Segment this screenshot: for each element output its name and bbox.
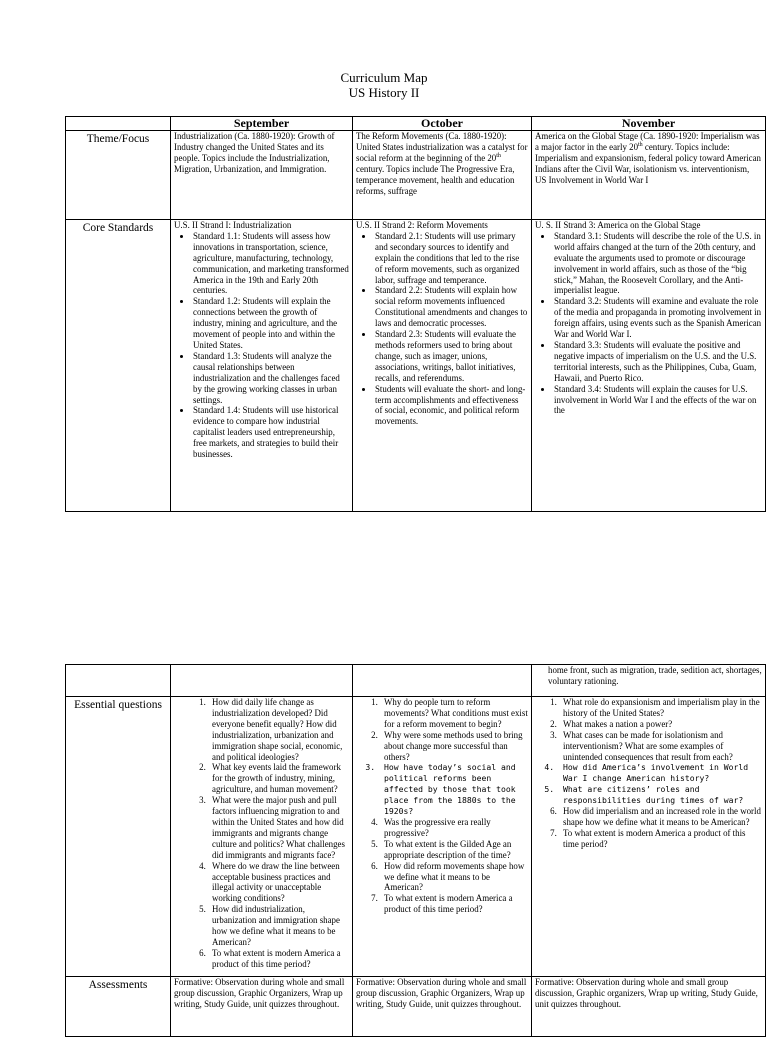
list-item: 1. How did daily life change as industrialization developed? Did everyone benefit equally? How did industrialization, urbanization and immigration shape social, economic, and political ideologies? bbox=[208, 697, 349, 762]
header-september: September bbox=[171, 117, 353, 131]
continuation-empty-october bbox=[353, 665, 532, 697]
theme-october: The Reform Movements (Ca. 1880-1920): United States industrialization was a catalyst for social reform at the beginning of the 20th century. Topics include The Progressive Era, temperance movement, health and education reforms, suffrage bbox=[353, 131, 532, 220]
list-item: • Standard 3.1: Students will describe the role of the U.S. in world affairs changed at the turn of the 20th century, and evaluate the arguments used to promote or discourage involvement in world affairs, such as those of the “big stick,” Mahan, the Roosevelt Corollary, and the Anti-imperialist league. bbox=[553, 231, 762, 296]
core-standards-row bbox=[66, 220, 766, 512]
header-row bbox=[66, 117, 766, 131]
essential-october-list bbox=[356, 697, 528, 915]
list-item: • Standard 3.2: Students will examine and evaluate the role of the media and propaganda in promoting involvement in foreign affairs, using events such as the Spanish American War and World War I. bbox=[553, 296, 762, 340]
core-october-list bbox=[356, 231, 528, 427]
essential-questions-row bbox=[66, 697, 766, 977]
continuation-empty-september bbox=[171, 665, 353, 697]
curriculum-table-page-1 bbox=[65, 116, 766, 512]
list-item: 3. How have today’s social and political reforms been affected by those that took place from the 1880s to the 1920s? bbox=[380, 762, 528, 817]
list-item: • Standard 1.1: Students will assess how innovations in transportation, science, agriculture, manufacturing, technology, communication, and marketing transformed America in the 19th and Early 20th centuries. bbox=[192, 231, 349, 296]
header-october: October bbox=[353, 117, 532, 131]
list-item: 6. How did imperialism and an increased role in the world shape how we define what it means to be American? bbox=[559, 806, 762, 828]
list-item: • Standard 1.3: Students will analyze the causal relationships between industrialization and the challenges faced by the growing working classes in urban settings. bbox=[192, 351, 349, 406]
essential-september bbox=[171, 697, 353, 977]
core-october bbox=[353, 220, 532, 512]
list-item: 7. To what extent is modern America a product of this time period? bbox=[380, 893, 528, 915]
essential-november-list bbox=[535, 697, 762, 850]
list-item: 6. To what extent is modern America a product of this time period? bbox=[208, 948, 349, 970]
list-item: 3. What cases can be made for isolationism and interventionism? What are some examples of unintended consequences that result from each? bbox=[559, 730, 762, 763]
list-item: 5. What are citizens’ roles and responsibilities during times of war? bbox=[559, 784, 762, 806]
list-item: 1. Why do people turn to reform movements? What conditions must exist for a reform movement to begin? bbox=[380, 697, 528, 730]
core-november-list bbox=[535, 231, 762, 416]
continuation-row bbox=[66, 665, 766, 697]
assessments-row bbox=[66, 977, 766, 1037]
theme-row bbox=[66, 131, 766, 220]
header-empty bbox=[66, 117, 171, 131]
row-label-theme: Theme/Focus bbox=[66, 131, 171, 220]
core-september-list bbox=[174, 231, 349, 460]
core-november-continued: home front, such as migration, trade, sedition act, shortages, voluntary rationing. bbox=[532, 665, 766, 697]
header-november: November bbox=[532, 117, 766, 131]
list-item: 3. What were the major push and pull factors influencing migration to and within the United States and how did immigrants and migrants change culture and politics? What challenges did immigrants and migrants face? bbox=[208, 795, 349, 860]
document-subtitle: US History II bbox=[348, 85, 420, 100]
theme-november: America on the Global Stage (Ca. 1890-1920: Imperialism was a major factor in the early 20th century. Topics include: Imperialism and expansionism, federal policy toward American Indians after the Civil War, isolationism vs. interventionism, US Involvement in World War I bbox=[532, 131, 766, 220]
core-september-heading: U.S. II Strand I: Industrialization bbox=[174, 220, 292, 230]
essential-october bbox=[353, 697, 532, 977]
list-item: 4. Was the progressive era really progressive? bbox=[380, 817, 528, 839]
list-item: • Standard 2.3: Students will evaluate the methods reformers used to bring about change, such as imager, unions, associations, writings, ballot initiatives, recalls, and referendums. bbox=[374, 329, 528, 384]
curriculum-table-page-2 bbox=[65, 664, 766, 1037]
list-item: • Standard 2.2: Students will explain how social reform movements influenced Constitutional amendments and changes to laws and democratic processes. bbox=[374, 285, 528, 329]
core-november-heading: U. S. II Strand 3: America on the Global Stage bbox=[535, 220, 701, 230]
essential-november bbox=[532, 697, 766, 977]
core-september bbox=[171, 220, 353, 512]
list-item: 2. What makes a nation a power? bbox=[559, 719, 762, 730]
list-item: 5. To what extent is the Gilded Age an appropriate description of the time? bbox=[380, 839, 528, 861]
list-item: • Standard 3.3: Students will evaluate the positive and negative impacts of imperialism on the U.S. and the U.S. territorial interests, such as the Philippines, Cuba, Guam, Hawaii, and Puerto Rico. bbox=[553, 340, 762, 384]
document-title-block bbox=[0, 70, 768, 100]
theme-september: Industrialization (Ca. 1880-1920): Growth of Industry changed the United States and its people. Topics include the Industrialization, Migration, Urbanization, and Immigration. bbox=[171, 131, 353, 220]
essential-september-list bbox=[174, 697, 349, 970]
list-item: 1. What role do expansionism and imperialism play in the history of the United States? bbox=[559, 697, 762, 719]
list-item: 5. How did industrialization, urbanization and immigration shape how we define what it means to be American? bbox=[208, 904, 349, 948]
assessments-october: Formative: Observation during whole and small group discussion, Graphic Organizers, Wrap up writing, Study Guide, unit quizzes throughout. bbox=[353, 977, 532, 1037]
assessments-november: Formative: Observation during whole and small group discussion, Graphic organizers, Wrap up writing, Study Guide, unit quizzes throughout. bbox=[532, 977, 766, 1037]
list-item: • Standard 1.4: Students will use historical evidence to compare how industrial capitalist leaders used entrepreneurship, free markets, and strategies to build their businesses. bbox=[192, 405, 349, 460]
document-title: Curriculum Map bbox=[340, 70, 428, 85]
row-label-core: Core Standards bbox=[66, 220, 171, 512]
list-item: • Standard 3.4: Students will explain the causes for U.S. involvement in World War I and the effects of the war on the bbox=[553, 384, 762, 417]
list-item: 2. Why were some methods used to bring about change more successful than others? bbox=[380, 730, 528, 763]
core-october-heading: U.S. II Strand 2: Reform Movements bbox=[356, 220, 488, 230]
list-item: • Standard 2.1: Students will use primary and secondary sources to identify and explain the conditions that led to the rise of reform movements, such as organized labor, suffrage and temperance. bbox=[374, 231, 528, 286]
continuation-empty-label bbox=[66, 665, 171, 697]
list-item: • Standard 1.2: Students will explain the connections between the growth of industry, mining and agriculture, and the movement of people into and within the United States. bbox=[192, 296, 349, 351]
core-november bbox=[532, 220, 766, 512]
list-item: 6. How did reform movements shape how we define what it means to be American? bbox=[380, 861, 528, 894]
assessments-september: Formative: Observation during whole and small group discussion, Graphic Organizers, Wrap up writing, Study Guide, unit quizzes throughout. bbox=[171, 977, 353, 1037]
list-item: 2. What key events laid the framework for the growth of industry, mining, agriculture, and human movement? bbox=[208, 762, 349, 795]
row-label-essential: Essential questions bbox=[66, 697, 171, 977]
list-item: • Students will evaluate the short- and long-term accomplishments and effectiveness of social, economic, and political reform movements. bbox=[374, 384, 528, 428]
row-label-assessments: Assessments bbox=[66, 977, 171, 1037]
list-item: 4. Where do we draw the line between acceptable business practices and illegal activity or unacceptable working conditions? bbox=[208, 861, 349, 905]
list-item: 7. To what extent is modern America a product of this time period? bbox=[559, 828, 762, 850]
list-item: 4. How did America’s involvement in World War I change American history? bbox=[559, 762, 762, 784]
